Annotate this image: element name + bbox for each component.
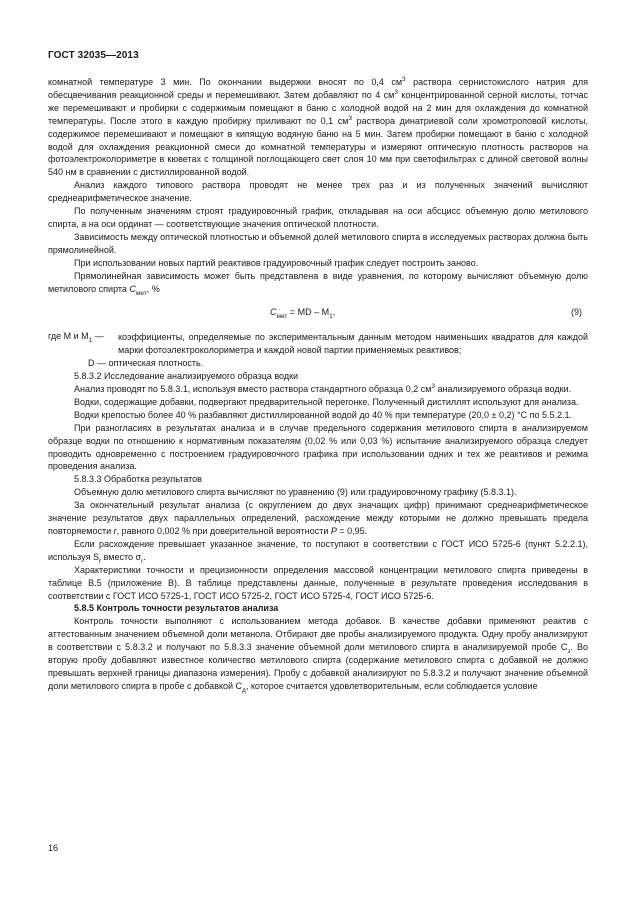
text-run: вместо σ: [101, 551, 142, 562]
text-run: Прямолинейная зависимость может быть представлена в виде уравнения, по которому вычисляют объемную долю метилового спирта: [48, 270, 588, 294]
paragraph: Водки, содержащие добавки, подвергают предварительной перегонке. Полученный дистиллят используют для анализа.: [74, 396, 579, 407]
superscript: 3: [348, 114, 353, 122]
superscript: 3: [394, 88, 398, 96]
paragraph: [48, 76, 588, 179]
text-run: концентрированной серной кислоты, тотчас же перемешивают и пробирки с содержимым помещают в баню с холодной водой на 2 мин для охлаждения до комнатной температуры. После этого в каждую пробирку приливают по 0,1 см: [48, 89, 588, 126]
symbol: P: [330, 526, 337, 536]
subscript: з: [567, 647, 571, 655]
symbol: C: [270, 307, 277, 318]
text-run: , равного 0,002 % при доверительной вероятности: [116, 526, 331, 536]
section-heading: 5.8.5 Контроль точности результатов анализа: [74, 603, 279, 614]
text-run: раствора сернистокислого натрия для обесцвечивания реакционной среды и перемешивают. Затем добавляют по 4 см: [48, 77, 588, 100]
paragraph: При использовании новых партий реактивов градуировочный график следует построить заново.: [74, 257, 479, 268]
text-run: = 0,95.: [336, 526, 368, 536]
subscript: r: [141, 557, 144, 565]
formula-expression: [270, 299, 335, 325]
legend-text: коэффициенты, определяемые по экспериментальным данным методом наименьших квадратов для каждой марки фотоэлектроколориметра и каждой новой партии применяемых реактивов;: [118, 332, 588, 356]
subscript: r: [98, 557, 102, 565]
symbol: r: [113, 526, 117, 536]
text-run: Контроль точности выполняют с использованием метода добавок. В качестве добавки применяют реактив с аттестованным значением объемной доли метанола. Отбирают две пробы анализируемого продукта. Одну пробу анализируют в соответствии с 5.8.3.2 и получают по 5.8.3.3 значение объемной доли метилового спирта в анализируемой пробе С: [48, 616, 588, 653]
paragraph: Объемную долю метилового спирта вычисляют по уравнению (9) или градуировочному графику (5.8.3.1).: [74, 487, 517, 498]
subscript: 1: [88, 337, 93, 345]
legend-where: [48, 331, 588, 357]
document-header: ГОСТ 32035—2013: [48, 50, 139, 61]
superscript: 3: [431, 383, 436, 391]
text-run: —: [92, 331, 104, 342]
paragraph: Характеристики точности и прецизионности определения массовой концентрации метилового спирта приведены в таблице В.5 (приложение В). В таблице представлены данные, полученные в результате проведения исследования в соответствии с ГОСТ ИСО 5725-1, ГОСТ ИСО 5725-2, ГОСТ ИСО 5725-4, ГОСТ ИСО 5725-6.: [48, 564, 588, 601]
paragraph: Водки крепостью более 40 % разбавляют дистиллированной водой до 40 % при температуре (20,0 ± 0,2) °С по 5.5.2.1.: [74, 409, 573, 420]
text-run: , %: [146, 283, 160, 294]
text-run: = MD – M: [287, 307, 330, 318]
subscript: 1: [329, 313, 333, 321]
text-run: За окончательный результат анализа (с округлением до двух значащих цифр) принимают среднеарифметическое значение результатов двух параллельных определений, расхождение между которыми не должно превышать предела повторяемости: [48, 500, 588, 536]
page-number: 16: [48, 843, 59, 853]
paragraph: При разногласиях в результатах анализа и в случае предельного содержания метилового спирта в анализируемом образце водки по отношению к нормативным показателям (0,02 % или 0,03 %) испытание анализируемого образца следует проводить одновременно с построением градуировочного графика при использовании одних и тех же реактивов и режима проведения анализа.: [48, 422, 588, 472]
paragraph: [48, 270, 588, 296]
text-run: раствора динатриевой соли хромотроповой кислоты, содержимое перемешивают и помещают в кипящую водяную баню на 5 мин. Затем пробирки помещают в баню с холодной водой для охлаждения реакционной смеси до комнатной температуры и измеряют оптическую плотность растворов на фотоэлектроколориметре в кюветах с толщиной поглощающего свет слоя 10 мм при светофильтрах с длиной световой волны 540 нм в сравнении с дистиллированной водой.: [48, 115, 588, 178]
legend-label: [48, 331, 118, 357]
paragraph: [48, 383, 588, 396]
symbol: C: [129, 283, 136, 294]
paragraph: Анализ каждого типового раствора проводят не менее трех раз и из полученных значений вычисляют среднеарифметическое значение.: [48, 180, 588, 204]
subscript: мет: [276, 313, 288, 321]
text-run: ,: [332, 307, 336, 318]
text-run: , которое считается удовлетворительным, если соблюдается условие: [245, 680, 538, 691]
paragraph: [48, 499, 588, 538]
paragraph: [48, 615, 588, 692]
text-run: .: [143, 551, 146, 562]
text-run: комнатной температуре 3 мин. По окончании выдержки вносят по 0,4 см: [48, 77, 403, 87]
legend-d: D — оптическая плотность.: [88, 358, 204, 369]
formula-number: (9): [571, 307, 582, 318]
paragraph: [48, 538, 588, 564]
subscript: д: [242, 686, 246, 694]
subscript: мет: [135, 289, 147, 297]
document-body: [48, 76, 588, 693]
text-run: Если расхождение превышает указанное значение, то поступают в соответствии с ГОСТ ИСО 5725-6 (пункт 5.2.2.1), используя S: [48, 538, 588, 562]
text-run: анализируемого образца водки.: [435, 384, 572, 395]
subsection-heading: 5.8.3.3 Обработка результатов: [74, 474, 202, 485]
subsection-heading: 5.8.3.2 Исследование анализируемого образца водки: [74, 371, 299, 382]
formula-9: [48, 299, 588, 325]
text-run: Анализ проводят по 5.8.3.1, используя вместо раствора стандартного образца 0,2 см: [74, 384, 432, 395]
text-run: . Во вторую пробу добавляют известное количество метилового спирта (содержание метилового спирта с добавкой не должно превышать верхней границы диапазона измерения). Пробу с добавкой анализируют по 5.8.3.2 и получают значение объемной доли метилового спирта в пробе с добавкой С: [48, 642, 588, 691]
superscript: 3: [402, 76, 406, 83]
paragraph: По полученным значениям строят градуировочный график, откладывая на оси абсцисс объемную долю метилового спирта, а на оси ординат — соответствующие значения оптической плотности.: [48, 206, 588, 229]
text-run: где M и M: [48, 331, 89, 342]
paragraph: Зависимость между оптической плотностью и объемной долей метилового спирта в исследуемых растворах должна быть прямолинейной.: [48, 231, 588, 255]
